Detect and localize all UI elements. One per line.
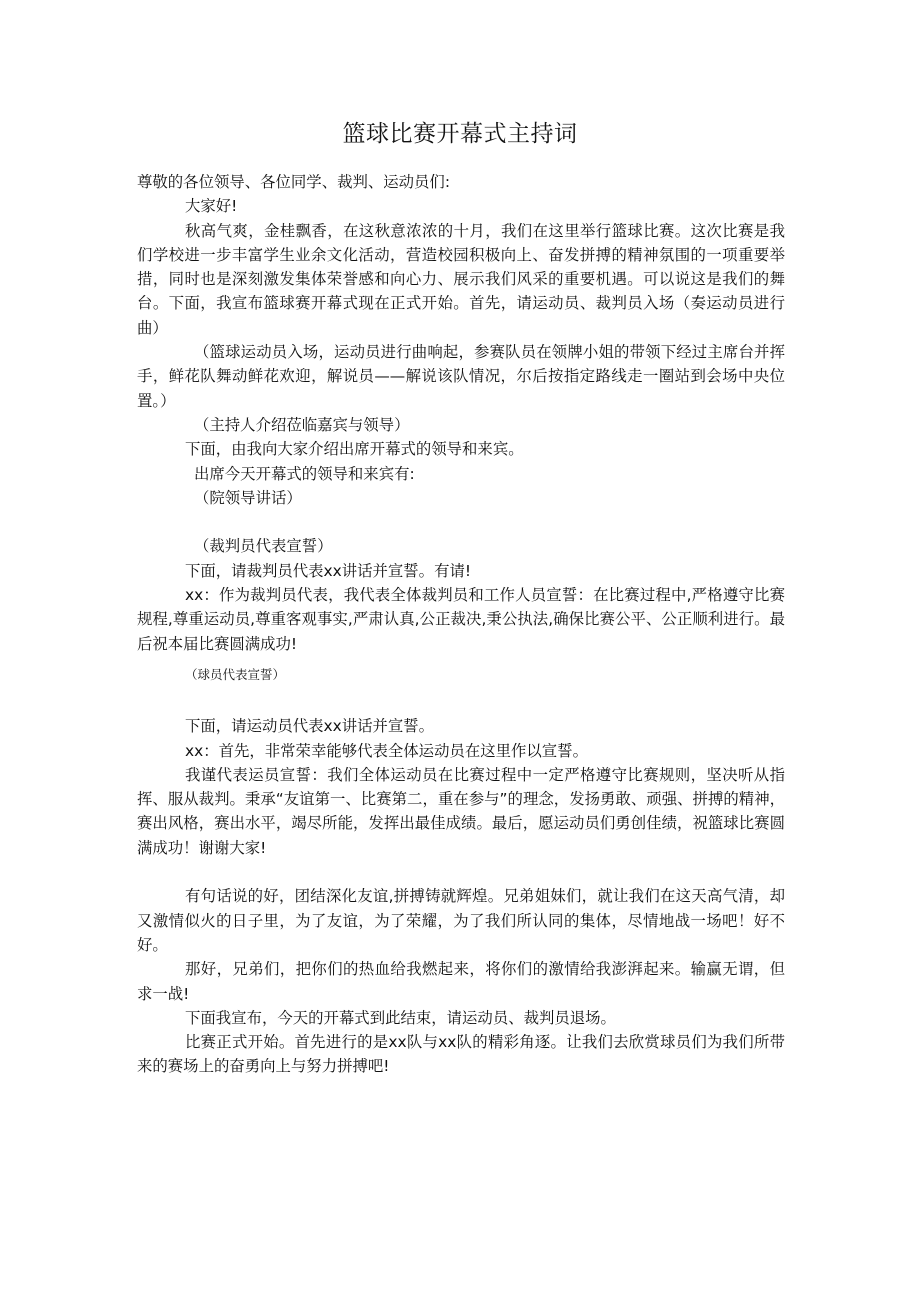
encouragement-paragraph: 有句话说的好，团结深化友谊,拼搏铸就辉煌。兄弟姐妹们，就让我们在这天高气清，却又激情似火的日子里，为了友谊，为了荣耀，为了我们所认同的集体，尽情地战一场吧！好不好。	[137, 887, 785, 954]
referee-oath-invite: 下面，请裁判员代表xx讲话并宣誓。有请!	[185, 561, 472, 580]
document-title: 篮球比赛开幕式主持词	[342, 121, 578, 147]
match-start-paragraph: 比赛正式开始。首先进行的是xx队与xx队的精彩角逐。让我们去欣赏球员们为我们所带来的赛场上的奋勇向上与努力拼搏吧!	[137, 1033, 785, 1076]
athletes-entrance-note: （篮球运动员入场，运动员进行曲响起，参赛队员在领牌小姐的带领下经过主席台并挥手，鲜花队舞动鲜花欢迎，解说员——解说该队情况，尔后按指定路线走一圈站到会场中央位置。）	[137, 343, 785, 410]
opening-paragraph: 秋高气爽，金桂飘香，在这秋意浓浓的十月，我们在这里举行篮球比赛。这次比赛是我们学校进一步丰富学生业余文化活动，营造校园积极向上、奋发拼搏的精神氛围的一项重要举措，同时也是深刻激发集体荣誉感和向心力、展示我们风采的重要机遇。可以说这是我们的舞台。下面，我宣布篮球赛开幕式现在正式开始。首先，请运动员、裁判员入场（奏运动员进行曲）	[137, 221, 785, 337]
rally-paragraph: 那好，兄弟们，把你们的热血给我燃起来，将你们的激情给我澎湃起来。输赢无谓，但求一战!	[137, 960, 785, 1003]
guest-introduction-note: （主持人介绍莅临嘉宾与领导）	[194, 415, 410, 434]
spacer	[137, 510, 785, 534]
salutation: 尊敬的各位领导、各位同学、裁判、运动员们:	[137, 173, 450, 191]
document-body	[137, 170, 785, 1079]
player-oath-note: （球员代表宣誓）	[185, 666, 286, 682]
player-oath-invite: 下面，请运动员代表xx讲话并宣誓。	[185, 717, 435, 736]
greeting: 大家好!	[185, 197, 238, 216]
spacer	[137, 687, 785, 714]
guest-introduction: 下面，由我向大家介绍出席开幕式的领导和来宾。	[185, 440, 524, 459]
guest-list-heading: 出席今天开幕式的领导和来宾有:	[194, 464, 415, 483]
player-oath-opening: xx：首先，非常荣幸能够代表全体运动员在这里作以宣誓。	[185, 741, 588, 760]
leader-speech-note: （院领导讲话）	[194, 488, 302, 507]
referee-oath-text: xx：作为裁判员代表，我代表全体裁判员和工作人员宣誓：在比赛过程中,严格遵守比赛规程,尊重运动员,尊重客观事实,严肃认真,公正裁决,秉公执法,确保比赛公平、公正顺利进行。最后祝本届比赛圆满成功!	[137, 586, 785, 653]
player-oath-text: 我谨代表运员宣誓：我们全体运动员在比赛过程中一定严格遵守比赛规则，坚决听从指挥、服从裁判。秉承“友谊第一、比赛第二，重在参与”的理念，发扬勇敢、顽强、拼搏的精神，赛出风格，赛出水平，竭尽所能，发挥出最佳成绩。最后，愿运动员们勇创佳绩，祝篮球比赛圆满成功！谢谢大家!	[137, 765, 785, 857]
spacer	[137, 860, 785, 884]
referee-oath-note: （裁判员代表宣誓）	[194, 537, 333, 556]
closing-announcement: 下面我宣布，今天的开幕式到此结束，请运动员、裁判员退场。	[185, 1008, 616, 1027]
